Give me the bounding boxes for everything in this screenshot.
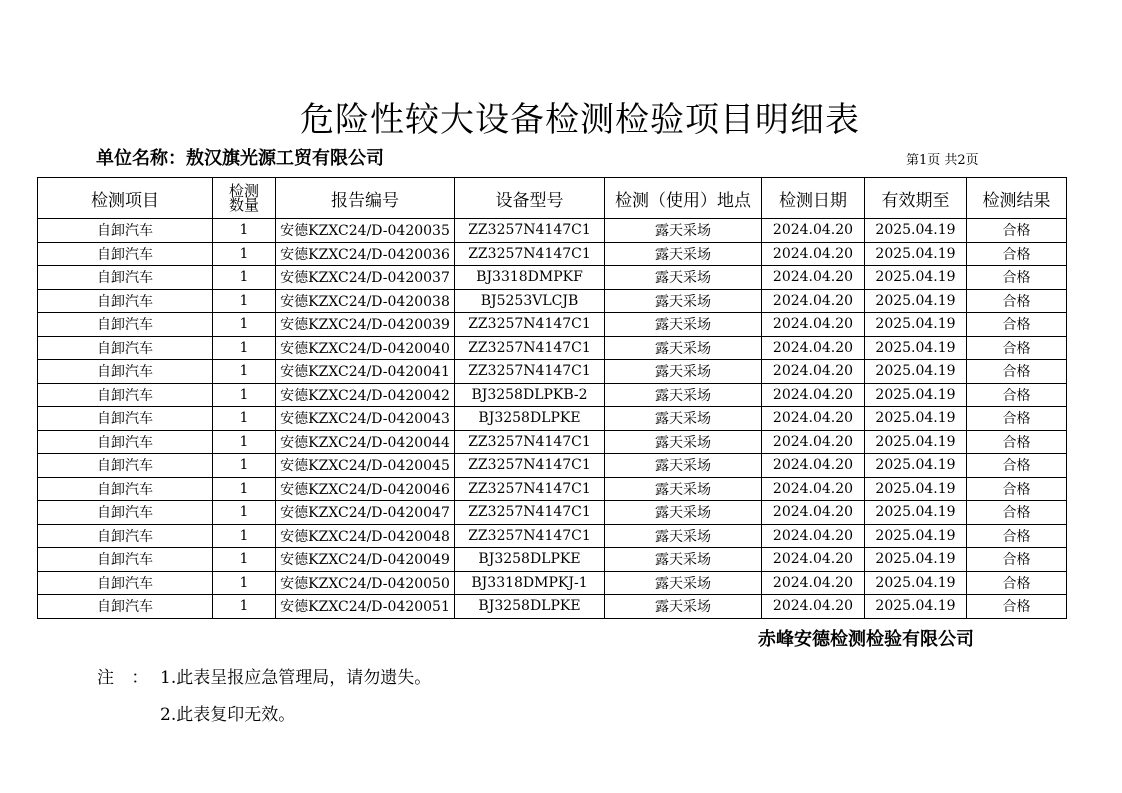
table-cell: 1 [213,571,276,595]
table-row [38,360,1067,384]
table-cell: 露天采场 [605,289,762,313]
table-cell: 1 [213,477,276,501]
table-cell: ZZ3257N4147C1 [455,501,605,525]
table-cell: 自卸汽车 [38,430,213,454]
table-cell: BJ3258DLPKE [455,595,605,619]
table-cell: 2024.04.20 [762,313,865,337]
notes-label: 注 ： [97,668,155,688]
table-cell: 1 [213,360,276,384]
table-cell: 露天采场 [605,454,762,478]
table-cell: 合格 [967,289,1067,313]
table-cell: 自卸汽车 [38,524,213,548]
table-row [38,242,1067,266]
table-cell: 自卸汽车 [38,383,213,407]
table-cell: 合格 [967,454,1067,478]
table-cell: 安德KZXC24/D-0420045 [276,454,455,478]
table-cell: 2024.04.20 [762,336,865,360]
header-cell: 有效期至 [865,178,967,219]
page-title: 危险性较大设备检测检验项目明细表 [300,100,860,140]
table-cell: 自卸汽车 [38,477,213,501]
table-cell: 露天采场 [605,313,762,337]
table-cell: 安德KZXC24/D-0420039 [276,313,455,337]
table-cell: 自卸汽车 [38,548,213,572]
table-cell: 安德KZXC24/D-0420044 [276,430,455,454]
table-cell: 合格 [967,242,1067,266]
table-cell: 合格 [967,548,1067,572]
table-cell: 1 [213,454,276,478]
table-cell: BJ3258DLPKB-2 [455,383,605,407]
table-cell: 2024.04.20 [762,383,865,407]
table-cell: BJ3258DLPKE [455,548,605,572]
inspection-table [37,177,1067,619]
table-cell: 安德KZXC24/D-0420042 [276,383,455,407]
header-cell [213,178,276,219]
table-cell: 2024.04.20 [762,501,865,525]
table-cell: 2025.04.19 [865,477,967,501]
table-cell: ZZ3257N4147C1 [455,242,605,266]
table-cell: ZZ3257N4147C1 [455,219,605,243]
table-cell: 2025.04.19 [865,524,967,548]
header-cell: 检测日期 [762,178,865,219]
table-row [38,336,1067,360]
table-row [38,548,1067,572]
table-cell: 2025.04.19 [865,242,967,266]
table-cell: 合格 [967,430,1067,454]
header-cell: 报告编号 [276,178,455,219]
table-cell: 合格 [967,595,1067,619]
table-cell: 合格 [967,360,1067,384]
table-cell: 2024.04.20 [762,454,865,478]
table-row [38,477,1067,501]
table-cell: 自卸汽车 [38,454,213,478]
table-cell: 合格 [967,501,1067,525]
table-cell: 2024.04.20 [762,242,865,266]
table-cell: 1 [213,383,276,407]
table-row [38,454,1067,478]
table-cell: 露天采场 [605,524,762,548]
table-cell: 自卸汽车 [38,336,213,360]
table-cell: 安德KZXC24/D-0420040 [276,336,455,360]
table-cell: 2025.04.19 [865,571,967,595]
table-cell: 2024.04.20 [762,571,865,595]
table-header-row [38,178,1067,219]
table-cell: 1 [213,501,276,525]
unit-name: 单位名称：敖汉旗光源工贸有限公司 [96,148,384,169]
table-cell: 合格 [967,571,1067,595]
table-cell: 1 [213,313,276,337]
table-cell: 安德KZXC24/D-0420051 [276,595,455,619]
table-cell: 自卸汽车 [38,360,213,384]
table-row [38,289,1067,313]
table-cell: 自卸汽车 [38,571,213,595]
table-cell: 合格 [967,313,1067,337]
table-cell: 自卸汽车 [38,313,213,337]
table-row [38,501,1067,525]
table-cell: 2025.04.19 [865,336,967,360]
table-cell: 安德KZXC24/D-0420048 [276,524,455,548]
table-cell: 露天采场 [605,407,762,431]
table-cell: 合格 [967,477,1067,501]
table-cell: 露天采场 [605,477,762,501]
table-cell: 自卸汽车 [38,407,213,431]
header-cell: 检测（使用）地点 [605,178,762,219]
table-cell: 自卸汽车 [38,266,213,290]
header-qty-text: 检测 数量 [228,182,259,214]
table-cell: 露天采场 [605,501,762,525]
table-cell: ZZ3257N4147C1 [455,360,605,384]
table-row [38,313,1067,337]
table-cell: 安德KZXC24/D-0420046 [276,477,455,501]
table-cell: 安德KZXC24/D-0420050 [276,571,455,595]
table-cell: 合格 [967,383,1067,407]
table-cell: 2025.04.19 [865,430,967,454]
table-cell: 安德KZXC24/D-0420035 [276,219,455,243]
table-cell: BJ3318DMPKJ-1 [455,571,605,595]
table-cell: 1 [213,407,276,431]
table-cell: BJ5253VLCJB [455,289,605,313]
table-cell: 自卸汽车 [38,595,213,619]
table-cell: 安德KZXC24/D-0420038 [276,289,455,313]
table-cell: 露天采场 [605,336,762,360]
table-cell: 1 [213,524,276,548]
table-cell: 露天采场 [605,383,762,407]
table-cell: ZZ3257N4147C1 [455,454,605,478]
table-row [38,524,1067,548]
table-cell: 1 [213,336,276,360]
page-number: 第1页 共2页 [906,153,979,168]
table-cell: 1 [213,430,276,454]
table-cell: BJ3258DLPKE [455,407,605,431]
table-cell: 2025.04.19 [865,595,967,619]
table-cell: 合格 [967,336,1067,360]
table-row [38,219,1067,243]
table-row [38,430,1067,454]
table-cell: 2025.04.19 [865,219,967,243]
table-cell: 2025.04.19 [865,383,967,407]
table-cell: 2024.04.20 [762,289,865,313]
table-cell: 2025.04.19 [865,548,967,572]
table-cell: 合格 [967,524,1067,548]
table-cell: 自卸汽车 [38,242,213,266]
header-cell: 检测项目 [38,178,213,219]
table-cell: 2024.04.20 [762,360,865,384]
table-cell: 2024.04.20 [762,407,865,431]
table-cell: ZZ3257N4147C1 [455,336,605,360]
table-row [38,383,1067,407]
table-cell: 安德KZXC24/D-0420041 [276,360,455,384]
table-cell: 2025.04.19 [865,360,967,384]
table-cell: 合格 [967,407,1067,431]
table-row [38,266,1067,290]
table-cell: 2024.04.20 [762,219,865,243]
table-cell: ZZ3257N4147C1 [455,313,605,337]
table-cell: ZZ3257N4147C1 [455,477,605,501]
table-body [38,219,1067,619]
table-cell: 自卸汽车 [38,501,213,525]
table-cell: 露天采场 [605,430,762,454]
note-item: 1.此表呈报应急管理局，请勿遗失。 [160,668,432,688]
table-cell: 露天采场 [605,242,762,266]
table-cell: 安德KZXC24/D-0420043 [276,407,455,431]
table-cell: 合格 [967,219,1067,243]
table-cell: 合格 [967,266,1067,290]
table-cell: 安德KZXC24/D-0420036 [276,242,455,266]
table-cell: 1 [213,595,276,619]
table-row [38,407,1067,431]
table-row [38,571,1067,595]
table-cell: ZZ3257N4147C1 [455,524,605,548]
table-cell: 2025.04.19 [865,501,967,525]
table-cell: 安德KZXC24/D-0420049 [276,548,455,572]
table-cell: 2025.04.19 [865,266,967,290]
table-cell: 2024.04.20 [762,430,865,454]
table-cell: 2024.04.20 [762,266,865,290]
table-cell: 1 [213,219,276,243]
header-cell: 设备型号 [455,178,605,219]
table-cell: 露天采场 [605,571,762,595]
table-cell: 露天采场 [605,360,762,384]
table-cell: 1 [213,242,276,266]
table-cell: 安德KZXC24/D-0420047 [276,501,455,525]
table-cell: 1 [213,548,276,572]
table-cell: 2025.04.19 [865,454,967,478]
table-cell: 露天采场 [605,219,762,243]
table-cell: 1 [213,289,276,313]
table-cell: 2025.04.19 [865,313,967,337]
table-cell: BJ3318DMPKF [455,266,605,290]
table-cell: 露天采场 [605,266,762,290]
table-cell: 2025.04.19 [865,289,967,313]
table-cell: 自卸汽车 [38,289,213,313]
table-row [38,595,1067,619]
table-cell: 2024.04.20 [762,548,865,572]
table-cell: 2024.04.20 [762,595,865,619]
inspection-company: 赤峰安德检测检验有限公司 [758,629,974,650]
table-cell: ZZ3257N4147C1 [455,430,605,454]
table-cell: 2024.04.20 [762,477,865,501]
table-cell: 露天采场 [605,548,762,572]
table-cell: 1 [213,266,276,290]
header-cell: 检测结果 [967,178,1067,219]
table-cell: 2024.04.20 [762,524,865,548]
table-cell: 安德KZXC24/D-0420037 [276,266,455,290]
table-cell: 自卸汽车 [38,219,213,243]
table-cell: 露天采场 [605,595,762,619]
table-cell: 2025.04.19 [865,407,967,431]
note-item: 2.此表复印无效。 [160,705,296,725]
